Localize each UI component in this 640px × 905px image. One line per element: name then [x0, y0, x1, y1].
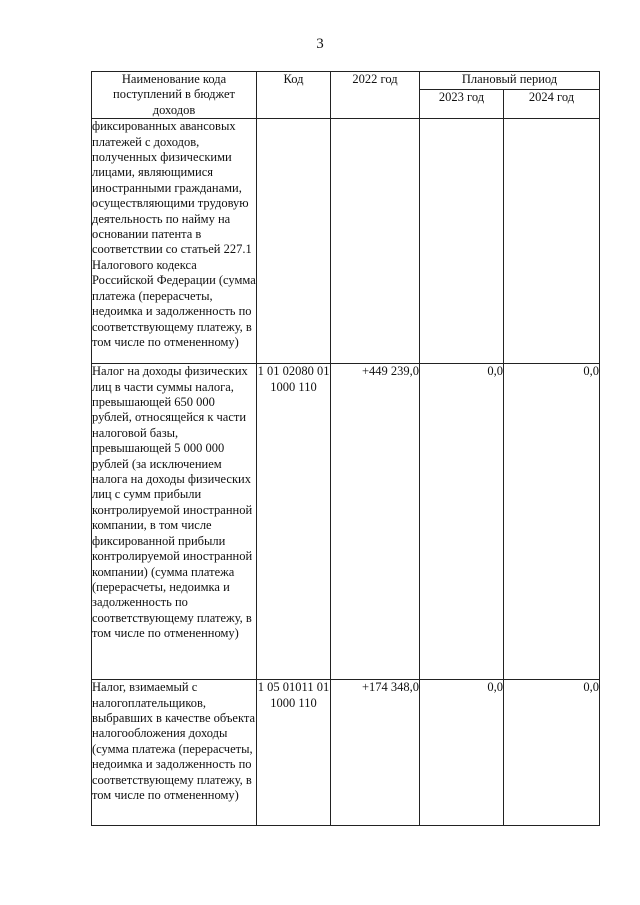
- row-value-2024: [504, 119, 600, 364]
- row-value-2022: +174 348,0: [331, 680, 420, 826]
- header-year-2022: 2022 год: [331, 72, 420, 119]
- budget-revenue-table: [91, 71, 600, 826]
- table-row: [92, 364, 600, 680]
- row-value-2023: [420, 119, 504, 364]
- row-value-2024: 0,0: [504, 364, 600, 680]
- table-row: [92, 119, 600, 364]
- row-value-2024: 0,0: [504, 680, 600, 826]
- row-name: Налог, взимаемый с налогоплательщиков, выбравших в качестве объекта налогообложения доходы (сумма платежа (перерасчеты, недоимка и задолженность по соответствующему платежу, в том числе по отмененному): [92, 680, 257, 826]
- table-row: [92, 680, 600, 826]
- row-name: фиксированных авансовых платежей с доходов, полученных физическими лицами, являющимися иностранными гражданами, осуществляющими трудовую деятельность по найму на основании патента в соответствии со статьей 227.1 Налогового кодекса Российской Федерации (сумма платежа (перерасчеты, недоимка и задолженность по соответствующему платежу, в том числе по отмененному): [92, 119, 257, 364]
- header-plan-period: Плановый период: [420, 72, 600, 90]
- header-name: Наименование кода поступлений в бюджет доходов: [92, 72, 257, 119]
- row-value-2023: 0,0: [420, 364, 504, 680]
- row-value-2023: 0,0: [420, 680, 504, 826]
- row-value-2022: [331, 119, 420, 364]
- row-code: 1 05 01011 01 1000 110: [257, 680, 331, 826]
- header-code: Код: [257, 72, 331, 119]
- row-code: 1 01 02080 01 1000 110: [257, 364, 331, 680]
- row-value-2022: +449 239,0: [331, 364, 420, 680]
- header-year-2024: 2024 год: [504, 90, 600, 119]
- page-number: 3: [316, 36, 324, 52]
- row-code: [257, 119, 331, 364]
- header-year-2023: 2023 год: [420, 90, 504, 119]
- row-name: Налог на доходы физических лиц в части суммы налога, превышающей 650 000 рублей, относящейся к части налоговой базы, превышающей 5 000 000 рублей (за исключением налога на доходы физических лиц с сумм прибыли контролируемой иностранной компании, в том числе фиксированной прибыли контролируемой иностранной компании) (сумма платежа (перерасчеты, недоимка и задолженность по соответствующему платежу, в том числе по отмененному): [92, 364, 257, 680]
